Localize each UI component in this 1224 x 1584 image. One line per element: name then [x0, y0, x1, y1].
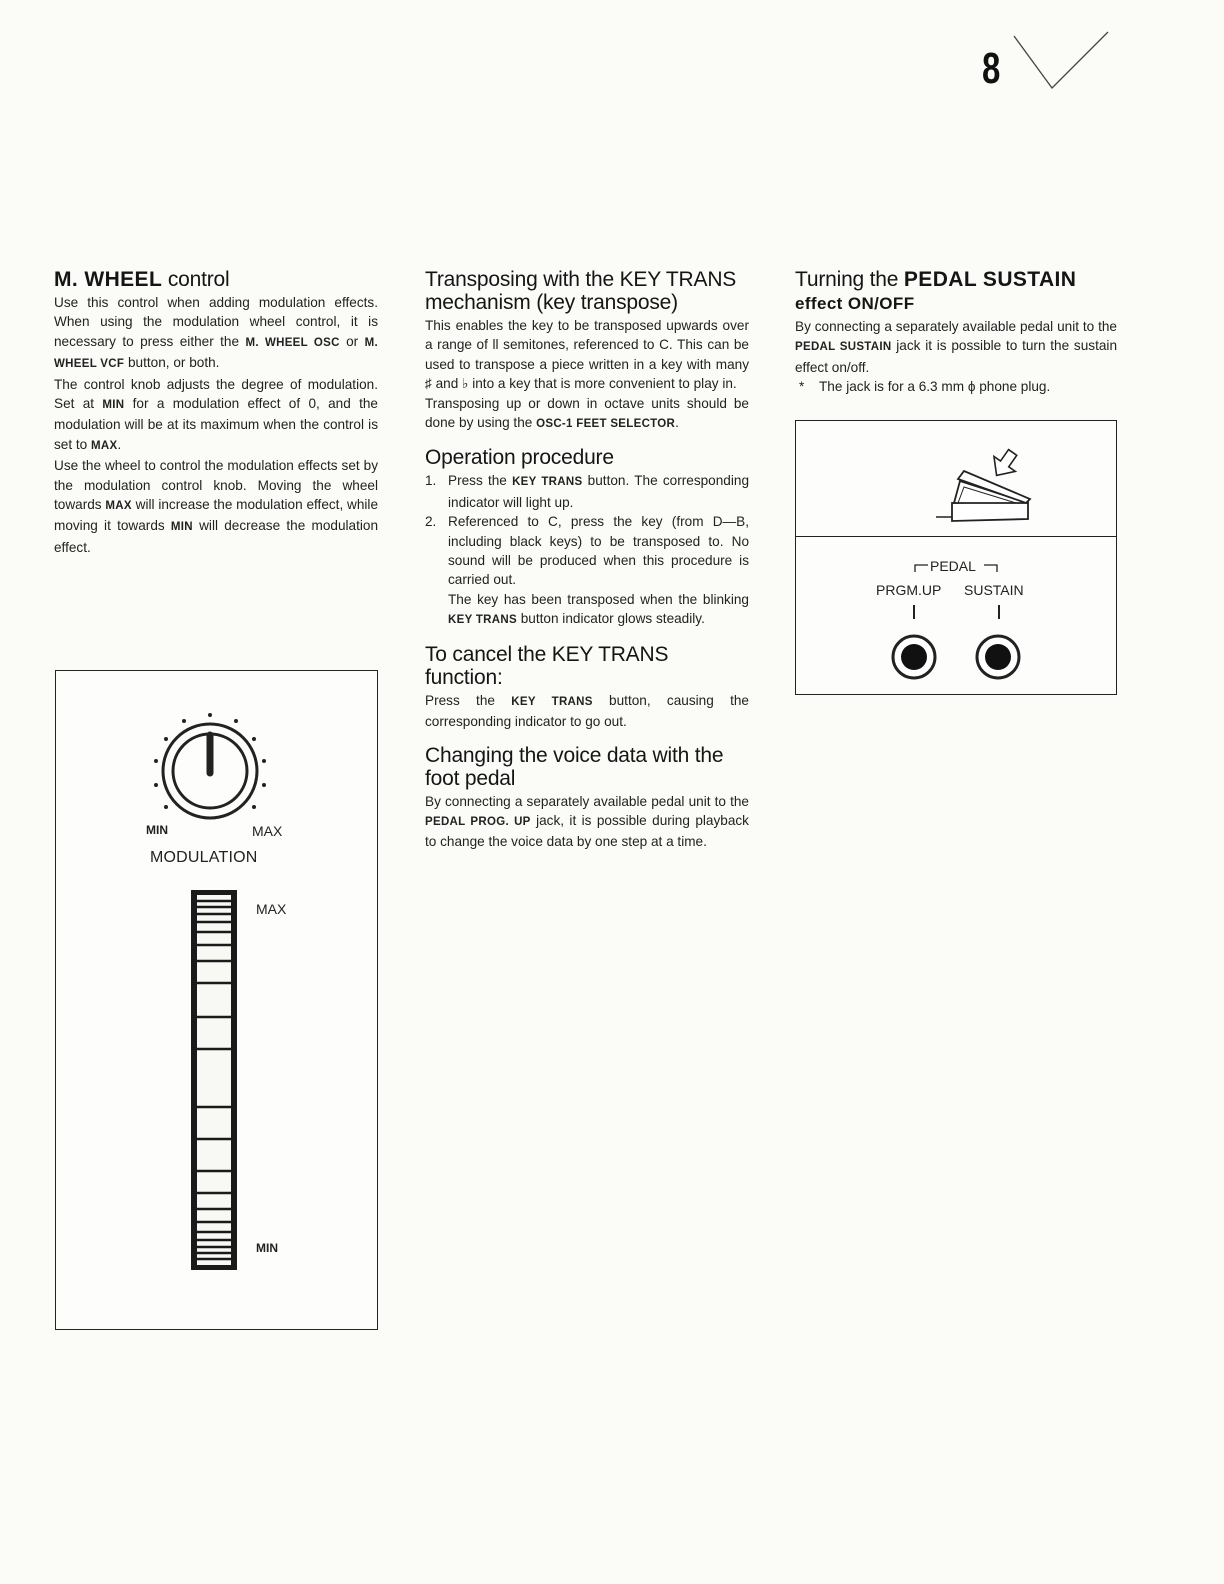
text: Referenced to C, press the key (from D—B, including black keys) to be transposed to. No sound will be produced when this procedure is carried out.	[448, 514, 749, 588]
keyword: M. WHEEL OSC	[245, 336, 340, 349]
keyword: effect ON/OFF	[795, 294, 915, 313]
modulation-figure	[55, 670, 378, 1330]
sustain-paragraph	[795, 317, 1117, 377]
text: button, causing the corresponding indicator to go out.	[425, 692, 749, 730]
operation-step-2	[425, 512, 749, 630]
column-pedal-sustain	[795, 268, 1117, 397]
prgm-up-jack-tick	[913, 605, 915, 619]
note-text: The jack is for a 6.3 mm ϕ phone plug.	[819, 379, 1051, 395]
page-number: 8	[982, 44, 1001, 93]
step-number: 1.	[425, 473, 437, 489]
foot-pedal-heading: Changing the voice data with the foot pedal	[425, 743, 724, 790]
wheel-min-label: MIN	[256, 1241, 278, 1255]
sustain-jack-tick	[998, 605, 1000, 619]
keyword: MAX	[105, 500, 132, 513]
operation-step-1	[425, 471, 749, 512]
text: The key has been transposed when the blinking	[448, 591, 749, 607]
transpose-paragraph-1: This enables the key to be transposed upwards over a range of ll semitones, referenced to C. This can be used to transpose a piece written in a key with many ♯ and ♭ into a key that is more convenient to play in.	[425, 318, 749, 392]
text: Use this control when adding modulation effects. When using the modulation wheel control, it is necessary to press either the	[54, 295, 378, 349]
cancel-paragraph	[425, 691, 749, 732]
text: button, or both.	[124, 355, 220, 371]
text: Turning the	[795, 268, 904, 291]
text: Press the	[425, 692, 512, 708]
keyword: MIN	[102, 399, 125, 412]
transpose-heading: Transposing with the KEY TRANS mechanism (key transpose)	[425, 268, 737, 314]
keyword: PEDAL SUSTAIN	[795, 341, 892, 354]
mwheel-paragraph-3	[54, 456, 378, 557]
text: Transposing up or down in octave units should be done by using the	[425, 395, 749, 431]
text: will decrease the modulation effect.	[54, 518, 378, 555]
foot-pedal-paragraph	[425, 792, 749, 852]
modulation-knob-icon	[140, 701, 283, 841]
pedal-group-label: PEDAL	[930, 558, 976, 574]
column-key-trans	[425, 268, 749, 864]
mwheel-heading-keyword: M. WHEEL	[54, 268, 163, 291]
modulation-wheel-icon	[190, 889, 238, 1271]
keyword: MAX	[91, 439, 118, 452]
modulation-title: MODULATION	[150, 849, 258, 866]
text: .	[117, 436, 122, 452]
note-marker: *	[799, 379, 805, 395]
text: By connecting a separately available pedal unit to the	[795, 319, 1117, 334]
keyword: M. WHEEL VCF	[54, 336, 378, 371]
column-mwheel	[54, 268, 378, 557]
cancel-heading: To cancel the KEY TRANS function:	[425, 642, 669, 689]
keyword: PEDAL SUSTAIN	[903, 268, 1077, 291]
keyword: KEY TRANS	[512, 476, 583, 489]
mwheel-heading-text: control	[162, 268, 230, 291]
keyword: OSC-1 FEET SELECTOR	[536, 418, 676, 431]
pedal-figure	[795, 420, 1117, 695]
text: Press the	[448, 473, 513, 489]
keyword: PEDAL PROG. UP	[425, 815, 531, 828]
operation-steps	[425, 471, 749, 630]
wheel-max-label: MAX	[256, 901, 287, 917]
foot-pedal-section	[425, 744, 749, 852]
step-number: 2.	[425, 514, 437, 530]
text: Use the wheel to control the modulation effects set by the modulation control knob. Moving the wheel towards	[54, 458, 378, 513]
check-mark-icon	[1012, 28, 1112, 98]
text: button indicator glows steadily.	[516, 611, 705, 627]
figure-divider	[796, 536, 1116, 537]
transpose-paragraph-2	[425, 394, 749, 435]
cancel-section	[425, 643, 749, 732]
text: or	[339, 333, 365, 349]
text: will increase the modulation effect, while moving it towards	[54, 497, 379, 534]
text: The control knob adjusts the degree of modulation. Set at	[54, 376, 378, 412]
text: By connecting a separately available pedal unit to the	[425, 793, 749, 809]
operation-heading: Operation procedure	[425, 446, 614, 470]
operation-section	[425, 446, 749, 630]
knob-max-label: MAX	[252, 823, 283, 839]
text: jack, it is possible during playback to change the voice data by one step at a time.	[425, 812, 749, 850]
keyword: KEY TRANS	[511, 695, 593, 708]
keyword: KEY TRANS	[448, 614, 517, 627]
text: .	[675, 415, 679, 431]
sustain-heading	[795, 268, 1117, 315]
mwheel-heading	[54, 268, 378, 291]
mwheel-paragraph-2	[54, 375, 378, 457]
jack-note	[795, 377, 1117, 396]
text: for a modulation effect of 0, and the modulation will be at its maximum when the control is set to	[54, 396, 378, 452]
text: jack it is possible to turn the sustain effect on/off.	[795, 338, 1118, 375]
foot-pedal-icon	[936, 441, 1046, 525]
text: button. The corresponding indicator will light up.	[448, 473, 750, 510]
mwheel-paragraph-1	[54, 293, 378, 375]
sustain-jack-icon	[974, 633, 1022, 681]
keyword: MIN	[170, 521, 193, 534]
sustain-label: SUSTAIN	[964, 582, 1024, 598]
transpose-section	[425, 268, 749, 434]
knob-min-label: MIN	[146, 823, 168, 837]
prgm-up-jack-icon	[890, 633, 938, 681]
prgm-up-label: PRGM.UP	[876, 582, 942, 598]
